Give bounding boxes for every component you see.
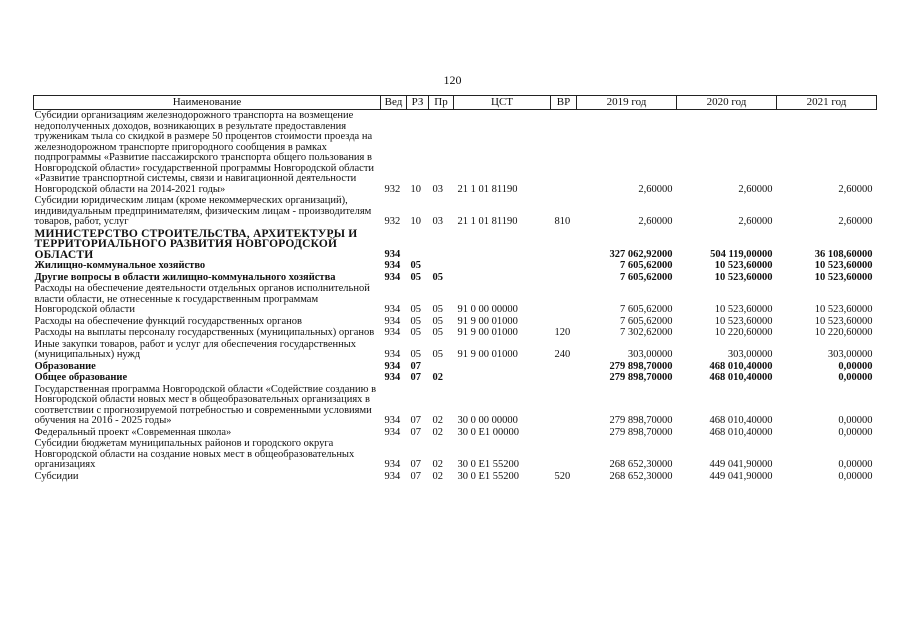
row-cst: 91 9 00 01000	[457, 327, 518, 338]
row-2019: 7 605,62000	[620, 260, 673, 271]
table-row	[34, 438, 877, 471]
table-row	[34, 372, 877, 384]
row-rz: 05	[410, 315, 421, 327]
row-2020: 10 523,60000	[714, 271, 773, 283]
row-2020: 10 523,60000	[714, 260, 773, 271]
row-2021: 2,60000	[838, 183, 873, 195]
row-cst: 30 0 E1 55200	[457, 470, 520, 482]
header-2019: 2019 год	[577, 96, 677, 110]
row-pr: 03	[432, 216, 443, 227]
row-2020: 10 523,60000	[714, 315, 773, 327]
row-vr	[551, 361, 577, 373]
row-vr	[551, 438, 577, 471]
row-2019: 2,60000	[638, 216, 673, 227]
row-vr	[551, 228, 577, 261]
row-rz: 05	[410, 327, 421, 338]
table-row	[34, 339, 877, 361]
row-2019: 327 062,92000	[609, 248, 673, 260]
table-row	[34, 316, 877, 328]
header-2020: 2020 год	[677, 96, 777, 110]
table-header-row	[34, 96, 877, 110]
row-pr: 03	[432, 183, 443, 195]
row-2019: 7 302,62000	[620, 327, 673, 338]
row-vr	[551, 260, 577, 272]
row-name: Жилищно-коммунальное хозяйство	[34, 260, 206, 271]
row-pr: 05	[432, 349, 443, 360]
row-2021: 0,00000	[838, 459, 873, 470]
row-name: Субсидии юридическим лицам (кроме некоммерческих организаций), индивидуальным предпринимателям, физическим лицам - производителям товаров, работ, услуг	[34, 195, 372, 227]
row-rz	[407, 228, 429, 261]
row-cst	[454, 272, 551, 284]
row-2021: 0,00000	[838, 415, 873, 426]
row-cst: 30 0 00 00000	[457, 415, 518, 426]
table-row	[34, 283, 877, 316]
row-2019: 7 605,62000	[620, 271, 673, 283]
row-name: Расходы на выплаты персоналу государственных (муниципальных) органов	[34, 327, 375, 338]
row-2019: 268 652,30000	[609, 470, 673, 482]
row-name: Субсидии бюджетам муниципальных районов и городского округа Новгородской области на создание новых мест в общеобразовательных организациях	[34, 438, 355, 470]
row-name: Общее образование	[34, 372, 128, 383]
row-vr	[551, 110, 577, 196]
row-cst	[454, 372, 551, 384]
row-cst: 21 1 01 81190	[457, 183, 518, 195]
table-row	[34, 384, 877, 427]
row-ved: 934	[384, 315, 401, 327]
row-2019: 7 605,62000	[620, 315, 673, 327]
row-name: Образование	[34, 360, 96, 372]
row-2021: 10 523,60000	[814, 304, 873, 315]
row-cst	[454, 228, 551, 261]
row-2019: 279 898,70000	[609, 415, 673, 426]
row-2021: 36 108,60000	[814, 248, 873, 260]
row-name: Субсидии организациям железнодорожного транспорта на возмещение недополученных доходов, возникающих в результате предоставления труженикам тыла со скидкой в размере 50 процентов стоимости проезда на железнодорожном транспорте пригородного сообщения в рамках подпрограммы «Развитие пассажирского транспорта общего пользования в Новгородской области» государственной программы Новгородской области «Развитие транспортной системы, связи и навигационной деятельности Новгородской области на 2014-2021 годы»	[34, 110, 375, 195]
row-cst: 30 0 E1 55200	[457, 459, 520, 470]
row-cst: 91 0 00 00000	[457, 304, 518, 315]
row-cst: 30 0 E1 00000	[457, 426, 520, 438]
row-2020: 10 523,60000	[714, 304, 773, 315]
row-pr	[429, 361, 454, 373]
row-pr: 05	[432, 304, 443, 315]
row-vr	[551, 283, 577, 316]
row-rz: 10	[410, 183, 421, 195]
row-name: Государственная программа Новгородской области «Содействие созданию в Новгородской области новых мест в общеобразовательных организациях в соответствии с прогнозируемой потребностью и современными условиями обучения на 2016 - 2025 годы»	[34, 383, 377, 426]
row-2021: 10 523,60000	[814, 260, 873, 271]
row-2021: 10 523,60000	[814, 315, 873, 327]
row-2019: 7 605,62000	[620, 304, 673, 315]
row-2020: 449 041,90000	[709, 470, 773, 482]
row-2020: 468 010,40000	[709, 372, 773, 383]
row-vr	[551, 427, 577, 439]
row-name: Субсидии	[34, 470, 79, 482]
row-pr: 02	[432, 372, 443, 383]
header-cst: ЦСТ	[454, 96, 551, 110]
row-vr	[551, 272, 577, 284]
row-pr: 05	[432, 271, 443, 283]
row-cst: 91 9 00 01000	[457, 349, 518, 360]
row-name: Другие вопросы в области жилищно-коммунального хозяйства	[34, 271, 336, 283]
row-name: Расходы на обеспечение функций государственных органов	[34, 315, 302, 327]
table-row	[34, 228, 877, 261]
row-pr: 02	[432, 470, 443, 482]
row-2021: 0,00000	[838, 470, 873, 482]
row-pr	[429, 228, 454, 261]
row-rz: 07	[410, 415, 421, 426]
row-ved: 934	[384, 271, 401, 283]
row-ved: 934	[384, 415, 401, 426]
row-2019: 279 898,70000	[609, 426, 673, 438]
row-rz: 10	[410, 216, 421, 227]
row-2020: 449 041,90000	[709, 459, 773, 470]
row-cst: 21 1 01 81190	[457, 216, 518, 227]
row-2019: 279 898,70000	[609, 372, 673, 383]
row-vr: 810	[554, 216, 571, 227]
table-row	[34, 471, 877, 483]
row-cst	[454, 260, 551, 272]
row-name: МИНИСТЕРСТВО СТРОИТЕЛЬСТВА, АРХИТЕКТУРЫ И ТЕРРИТОРИАЛЬНОГО РАЗВИТИЯ НОВГОРОДСКОЙ ОБЛАСТИ	[34, 227, 358, 261]
row-2021: 10 220,60000	[814, 327, 873, 338]
row-2020: 10 220,60000	[714, 327, 773, 338]
row-pr: 02	[432, 426, 443, 438]
row-name: Расходы на обеспечение деятельности отдельных органов исполнительной власти области, не отнесенные к государственным программам Новгородской области	[34, 283, 370, 315]
row-2021: 0,00000	[838, 372, 873, 383]
header-rz: РЗ	[407, 96, 429, 110]
table-body	[34, 110, 877, 483]
row-rz: 07	[410, 470, 421, 482]
row-rz: 07	[410, 372, 421, 383]
row-ved: 934	[384, 470, 401, 482]
row-vr: 240	[554, 349, 571, 360]
row-2020: 504 119,00000	[710, 248, 773, 260]
row-rz: 07	[410, 459, 421, 470]
row-vr	[551, 384, 577, 427]
row-2021: 2,60000	[838, 216, 873, 227]
row-ved: 932	[384, 183, 401, 195]
row-2021: 0,00000	[838, 426, 873, 438]
row-2020: 303,00000	[727, 349, 773, 360]
row-name: Иные закупки товаров, работ и услуг для обеспечения государственных (муниципальных) нужд	[34, 338, 357, 360]
table-row	[34, 427, 877, 439]
row-rz: 05	[410, 304, 421, 315]
row-vr	[551, 316, 577, 328]
budget-table	[33, 95, 877, 482]
table-row	[34, 327, 877, 339]
row-ved: 934	[384, 304, 401, 315]
row-2021: 0,00000	[838, 360, 873, 372]
page-number: 120	[443, 73, 462, 87]
header-vr: ВР	[551, 96, 577, 110]
row-rz: 05	[410, 349, 421, 360]
row-pr: 02	[432, 459, 443, 470]
header-name: Наименование	[34, 96, 381, 110]
row-ved: 934	[384, 426, 401, 438]
row-2020: 2,60000	[738, 183, 773, 195]
header-2021: 2021 год	[777, 96, 877, 110]
row-rz: 07	[410, 426, 421, 438]
row-2021: 303,00000	[827, 349, 873, 360]
table-row	[34, 361, 877, 373]
row-ved: 934	[384, 360, 401, 372]
row-rz: 05	[410, 260, 421, 271]
row-pr: 02	[432, 415, 443, 426]
row-vr: 520	[554, 470, 571, 482]
table-row	[34, 260, 877, 272]
row-2019: 279 898,70000	[609, 360, 673, 372]
row-cst	[454, 361, 551, 373]
table-row	[34, 195, 877, 228]
row-2021: 10 523,60000	[814, 271, 873, 283]
row-vr	[551, 372, 577, 384]
row-ved: 934	[384, 349, 401, 360]
row-ved: 934	[384, 372, 401, 383]
row-ved: 934	[384, 260, 401, 271]
row-2019: 303,00000	[627, 349, 673, 360]
row-ved: 934	[384, 327, 401, 338]
row-rz: 05	[410, 271, 421, 283]
row-2020: 468 010,40000	[709, 426, 773, 438]
row-vr: 120	[554, 327, 571, 338]
row-name: Федеральный проект «Современная школа»	[34, 426, 232, 438]
row-pr	[429, 260, 454, 272]
row-cst: 91 9 00 01000	[457, 315, 518, 327]
row-pr: 05	[432, 315, 443, 327]
row-2020: 2,60000	[738, 216, 773, 227]
header-pr: Пр	[429, 96, 454, 110]
row-ved: 934	[384, 459, 401, 470]
row-rz: 07	[410, 360, 421, 372]
table-row	[34, 272, 877, 284]
row-ved: 934	[384, 248, 401, 260]
row-ved: 932	[384, 216, 401, 227]
row-2020: 468 010,40000	[709, 360, 773, 372]
row-2019: 2,60000	[638, 183, 673, 195]
table-row	[34, 110, 877, 196]
row-pr: 05	[432, 327, 443, 338]
row-2020: 468 010,40000	[709, 415, 773, 426]
header-ved: Вед	[381, 96, 407, 110]
row-2019: 268 652,30000	[609, 459, 673, 470]
